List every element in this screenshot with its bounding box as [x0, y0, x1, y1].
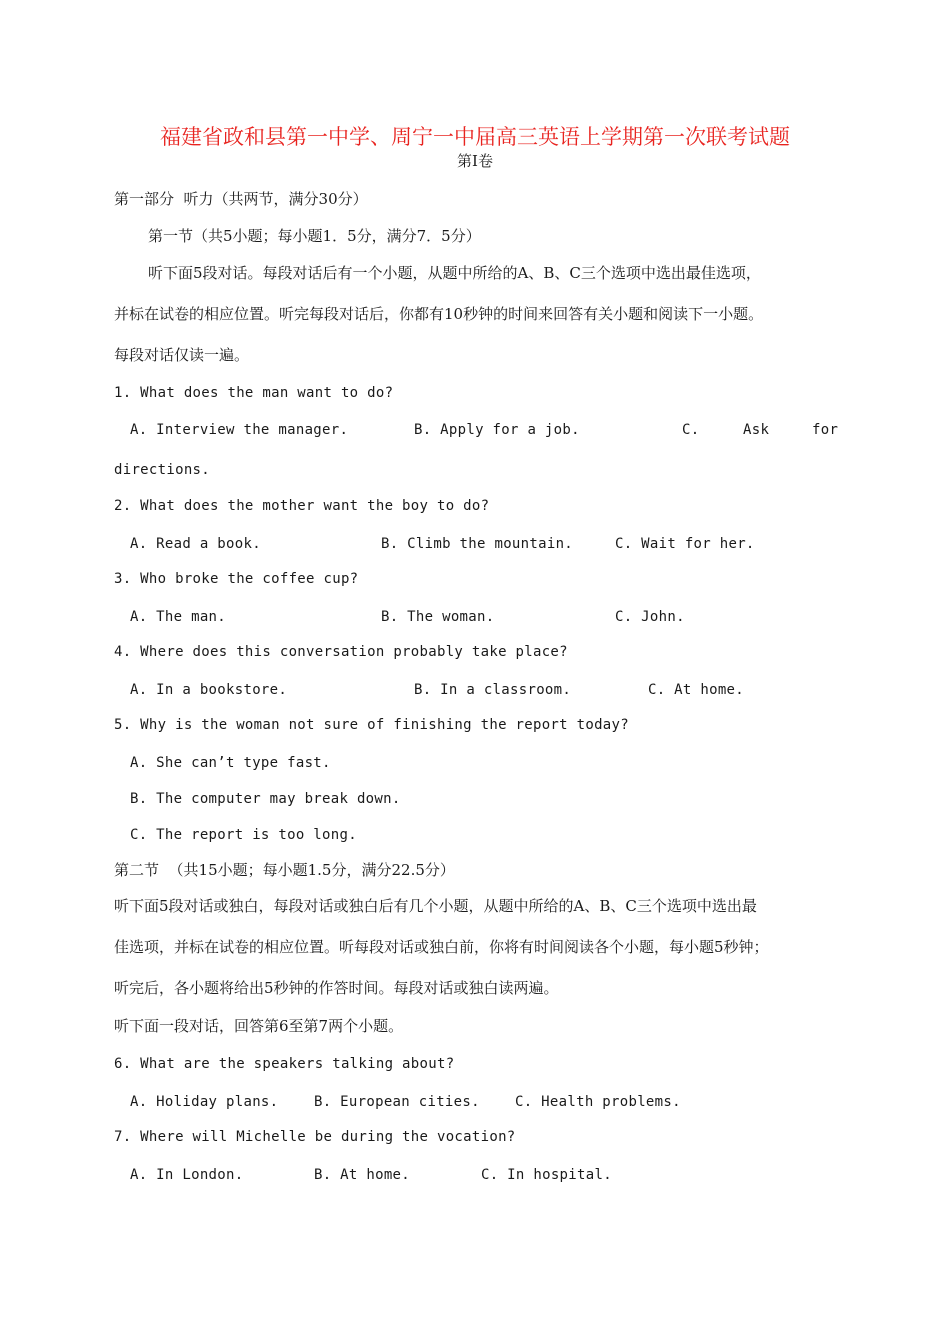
question-6-stem: 6. What are the speakers talking about?: [114, 1056, 455, 1072]
question-3-option-c: C. John.: [615, 609, 685, 625]
question-3-option-b: B. The woman.: [381, 609, 495, 625]
question-7-option-b: B. At home.: [314, 1167, 411, 1183]
question-5-option-b: B. The computer may break down.: [130, 791, 401, 807]
volume-label: 第Ⅰ卷: [457, 152, 493, 170]
question-1-option-c-letter: C.: [682, 422, 700, 438]
section2-instruction-line3: 听完后，各小题将给出5秒钟的作答时间。每段对话或独白读两遍。: [114, 979, 559, 997]
question-1-option-c-continuation: directions.: [114, 462, 211, 478]
exam-title: 福建省政和县第一中学、周宁一中届高三英语上学期第一次联考试题: [160, 125, 790, 149]
question-7-option-a: A. In London.: [130, 1167, 244, 1183]
section2-instruction-line2: 佳选项，并标在试卷的相应位置。听每段对话或独白前，你将有时间阅读各个小题，每小题5秒钟；: [114, 938, 769, 956]
section2-instruction-line4: 听下面一段对话，回答第6至第7两个小题。: [114, 1017, 404, 1035]
section1-instruction-line1: 听下面5段对话。每段对话后有一个小题，从题中所给的A、B、C三个选项中选出最佳选项，: [148, 264, 761, 282]
question-5-stem: 5. Why is the woman not sure of finishing the report today?: [114, 717, 629, 733]
section1-heading: 第一节（共5小题；每小题1．5分，满分7．5分）: [148, 227, 481, 245]
section2-heading: 第二节 （共15小题；每小题1.5分，满分22.5分）: [114, 861, 455, 879]
question-4-option-a: A. In a bookstore.: [130, 682, 288, 698]
question-7-stem: 7. Where will Michelle be during the vocation?: [114, 1129, 516, 1145]
section2-instruction-line1: 听下面5段对话或独白，每段对话或独白后有几个小题，从题中所给的A、B、C三个选项中选出最: [114, 897, 757, 915]
section1-instruction-line3: 每段对话仅读一遍。: [114, 346, 250, 364]
question-2-option-b: B. Climb the mountain.: [381, 536, 574, 552]
question-6-option-c: C. Health problems.: [515, 1094, 681, 1110]
question-3-option-a: A. The man.: [130, 609, 227, 625]
question-1-stem: 1. What does the man want to do?: [114, 385, 394, 401]
question-4-option-c: C. At home.: [648, 682, 745, 698]
question-2-option-c: C. Wait for her.: [615, 536, 755, 552]
question-3-stem: 3. Who broke the coffee cup?: [114, 571, 359, 587]
question-5-option-c: C. The report is too long.: [130, 827, 357, 843]
question-6-option-a: A. Holiday plans.: [130, 1094, 279, 1110]
question-1-option-b: B. Apply for a job.: [414, 422, 580, 438]
question-2-stem: 2. What does the mother want the boy to do?: [114, 498, 490, 514]
question-1-option-c-word2: for: [812, 422, 839, 438]
part1-heading: 第一部分 听力（共两节，满分30分）: [114, 190, 368, 208]
question-6-option-b: B. European cities.: [314, 1094, 480, 1110]
question-5-option-a: A. She can’t type fast.: [130, 755, 331, 771]
section1-instruction-line2: 并标在试卷的相应位置。听完每段对话后，你都有10秒钟的时间来回答有关小题和阅读下一小题。: [114, 305, 764, 323]
question-2-option-a: A. Read a book.: [130, 536, 261, 552]
question-7-option-c: C. In hospital.: [481, 1167, 612, 1183]
question-4-option-b: B. In a classroom.: [414, 682, 572, 698]
question-4-stem: 4. Where does this conversation probably take place?: [114, 644, 568, 660]
question-1-option-a: A. Interview the manager.: [130, 422, 349, 438]
question-1-option-c-word1: Ask: [743, 422, 770, 438]
